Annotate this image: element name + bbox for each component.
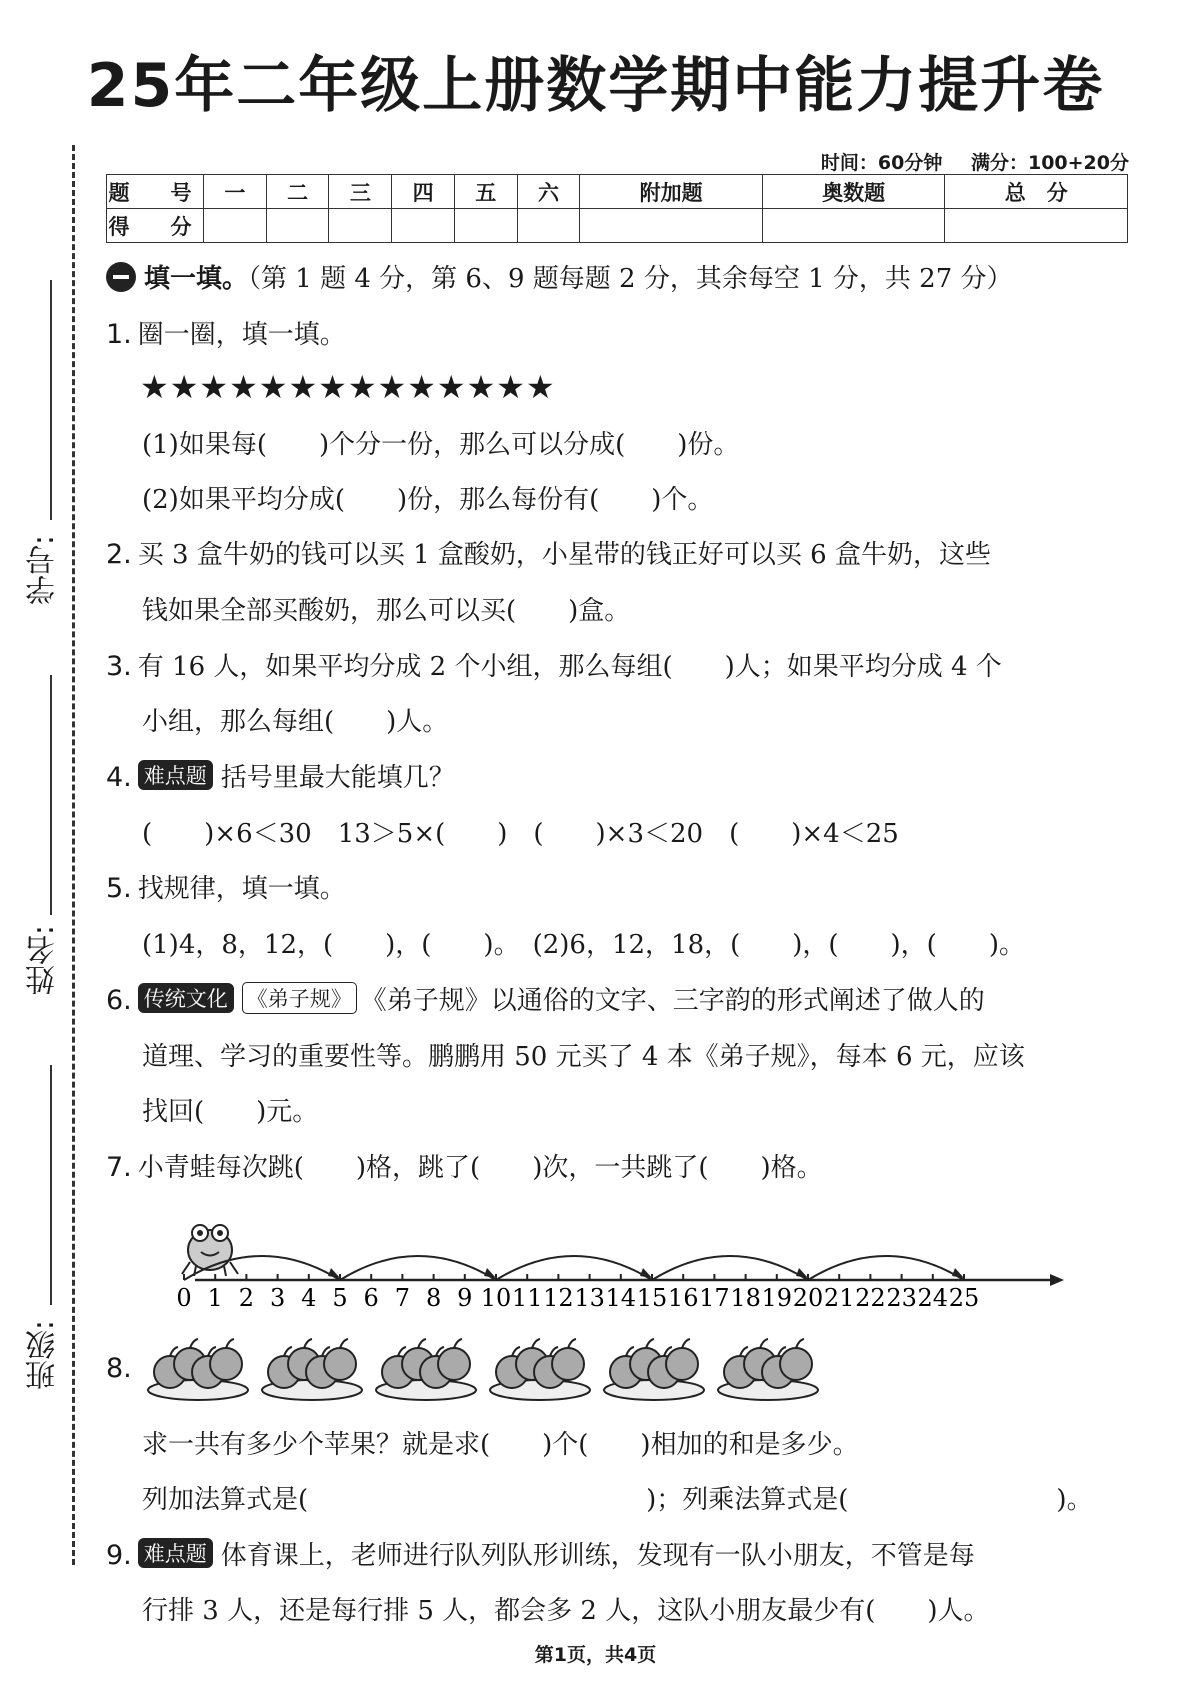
score-cell[interactable] [329, 209, 392, 243]
tick-label: 4 [301, 1284, 317, 1310]
score-header-cell: 六 [517, 175, 580, 209]
question-5: 5. 找规律，填一填。 [106, 873, 346, 904]
class-label: 班级: [26, 1320, 61, 1391]
question-6: 6. 传统文化 《弟子规》 《弟子规》以通俗的文字、三字韵的形式阐述了做人的 [106, 980, 985, 1017]
tick-label: 18 [730, 1284, 761, 1310]
number-line [170, 1198, 1070, 1310]
section-number-one-icon [106, 262, 136, 292]
student-id-label: 学号: [26, 535, 61, 606]
tick-label: 9 [457, 1284, 473, 1310]
apple-stem [418, 1339, 426, 1348]
frog-icon [182, 1225, 238, 1276]
apple-stem [646, 1339, 654, 1348]
tick-label: 0 [176, 1284, 192, 1310]
score-header-row [107, 175, 1128, 209]
question-9-line2: 行排 3 人，还是每行排 5 人，都会多 2 人，这队小朋友最少有( )人。 [142, 1596, 990, 1626]
question-1: 1. 圈一圈，填一填。 [106, 319, 346, 350]
tick-label: 7 [394, 1284, 411, 1310]
tick-label: 3 [269, 1284, 286, 1310]
difficulty-tag: 难点题 [138, 1538, 213, 1568]
tick-label: 15 [636, 1284, 668, 1310]
tick-label: 5 [332, 1284, 348, 1310]
difficulty-tag: 难点题 [138, 760, 213, 790]
tick-label: 20 [792, 1284, 824, 1310]
question-5-line2: (1)4，8，12，( )，( )。 (2)6，12，18，( )，( )，( )。 [142, 930, 1025, 960]
apple-stem [226, 1339, 234, 1348]
exam-meta [799, 148, 1129, 175]
score-header-cell: 五 [454, 175, 517, 209]
student-id-field[interactable] [50, 280, 52, 520]
tick-label: 8 [425, 1284, 442, 1310]
apple-stem [340, 1339, 348, 1348]
score-header-cell: 三 [329, 175, 392, 209]
apple-plate [718, 1339, 818, 1400]
apple-plates [140, 1330, 840, 1410]
time-limit: 时间：60分钟 [820, 152, 943, 174]
question-3: 3. 有 16 人，如果平均分成 2 个小组，那么每组( )人；如果平均分成 4 个 [106, 651, 1002, 682]
score-header-cell: 总 分 [945, 175, 1128, 209]
tick-label: 12 [543, 1284, 574, 1310]
score-cell[interactable] [517, 209, 580, 243]
score-cell[interactable] [266, 209, 329, 243]
score-row-label: 得 分 [107, 209, 204, 243]
jump-arrow-icon [484, 1268, 496, 1278]
score-header-cell: 一 [204, 175, 267, 209]
star-row: ★★★★★★★★★★★★★★ [140, 368, 556, 406]
book-tag: 《弟子规》 [242, 982, 357, 1014]
question-2-line2: 钱如果全部买酸奶，那么可以买( )盒。 [142, 596, 631, 626]
tick-label: 25 [948, 1284, 980, 1310]
question-9: 9. 难点题 体育课上，老师进行队列队形训练，发现有一队小朋友，不管是每 [106, 1540, 975, 1571]
score-header-cell: 附加题 [580, 175, 763, 209]
score-cell[interactable] [580, 209, 763, 243]
score-header-cell: 题 号 [107, 175, 204, 209]
question-6-line3: 找回( )元。 [142, 1097, 319, 1127]
page-footer: 第1页，共4页 [534, 1644, 657, 1666]
section-1-heading: 填一填。（第 1 题 4 分，第 6、9 题每题 2 分，其余每空 1 分，共 27 分） [106, 258, 1013, 295]
jump-arrow-icon [796, 1268, 808, 1278]
question-4-line2: ( )×6＜30 13＞5×( ) ( )×3＜20 ( )×4＜25 [142, 819, 899, 849]
jump-arrow-icon [952, 1268, 964, 1278]
class-field[interactable] [50, 1065, 52, 1305]
jump-arc [808, 1256, 964, 1280]
apple-stem [532, 1339, 540, 1348]
apple-stem [682, 1339, 690, 1348]
tick-label: 2 [238, 1284, 255, 1310]
question-1-sub2: (2)如果平均分成( )份，那么每份有( )个。 [142, 485, 714, 515]
question-8-number: 8. [106, 1353, 132, 1384]
apple-stem [760, 1339, 768, 1348]
full-score: 满分：100+20分 [970, 152, 1129, 174]
question-4: 4. 难点题 括号里最大能填几？ [106, 762, 455, 793]
tick-label: 14 [605, 1284, 637, 1310]
score-cell[interactable] [454, 209, 517, 243]
tick-label: 22 [855, 1284, 886, 1310]
apple-stem [304, 1339, 312, 1348]
question-1-sub1: (1)如果每( )个分一份，那么可以分成( )份。 [142, 430, 740, 460]
apple-icon [552, 1348, 584, 1380]
section-note: （第 1 题 4 分，第 6、9 题每题 2 分，其余每空 1 分，共 27 分） [248, 264, 1013, 294]
jump-arc [340, 1256, 496, 1280]
score-header-cell: 二 [266, 175, 329, 209]
tick-label: 11 [511, 1284, 543, 1310]
question-7: 7. 小青蛙每次跳( )格，跳了( )次，一共跳了( )格。 [106, 1152, 823, 1183]
apple-icon [438, 1348, 470, 1380]
arrow-head-icon [1050, 1274, 1064, 1286]
jump-arrow-icon [328, 1268, 340, 1278]
tick-label: 1 [207, 1284, 223, 1310]
binding-dashed-line [72, 145, 75, 1565]
question-8-line2: 列加法算式是( )；列乘法算式是( )。 [142, 1485, 1093, 1515]
tick-label: 16 [667, 1284, 699, 1310]
apple-stem [796, 1339, 804, 1348]
culture-tag: 传统文化 [138, 983, 234, 1013]
apple-icon [780, 1348, 812, 1380]
page-title: 25年二年级上册数学期中能力提升卷 [86, 51, 1105, 121]
score-value-row [107, 209, 1128, 243]
question-6-line2: 道理、学习的重要性等。鹏鹏用 50 元买了 4 本《弟子规》，每本 6 元，应该 [142, 1042, 1025, 1072]
score-cell[interactable] [392, 209, 455, 243]
jump-arrow-icon [640, 1268, 652, 1278]
apple-plate [604, 1339, 704, 1400]
name-field[interactable] [50, 675, 52, 915]
tick-label: 23 [886, 1284, 917, 1310]
score-cell[interactable] [945, 209, 1128, 243]
tick-label: 19 [761, 1284, 793, 1310]
apple-plate [490, 1339, 590, 1400]
tick-label: 13 [574, 1284, 605, 1310]
question-8-line1: 求一共有多少个苹果？就是求( )个( )相加的和是多少。 [142, 1430, 859, 1460]
tick-label: 21 [823, 1284, 855, 1310]
tick-label: 24 [917, 1284, 949, 1310]
score-header-cell: 四 [392, 175, 455, 209]
score-header-cell: 奥数题 [762, 175, 945, 209]
question-2: 2. 买 3 盒牛奶的钱可以买 1 盒酸奶，小星带的钱正好可以买 6 盒牛奶，这些 [106, 539, 991, 570]
apple-icon [324, 1348, 356, 1380]
score-table [106, 174, 1128, 243]
tick-label: 17 [699, 1284, 730, 1310]
apple-icon [666, 1348, 698, 1380]
score-cell[interactable] [762, 209, 945, 243]
apple-icon [210, 1348, 242, 1380]
apple-plate [262, 1339, 362, 1400]
question-3-line2: 小组，那么每组( )人。 [142, 707, 449, 737]
tick-label: 10 [480, 1284, 512, 1310]
name-label: 姓名: [26, 925, 61, 996]
apple-stem [190, 1339, 198, 1348]
jump-arc [496, 1256, 652, 1280]
apple-stem [454, 1339, 462, 1348]
tick-label: 6 [363, 1284, 379, 1310]
apple-plate [376, 1339, 476, 1400]
score-cell[interactable] [204, 209, 267, 243]
apple-plate [148, 1339, 248, 1400]
apple-stem [568, 1339, 576, 1348]
jump-arc [652, 1256, 808, 1280]
